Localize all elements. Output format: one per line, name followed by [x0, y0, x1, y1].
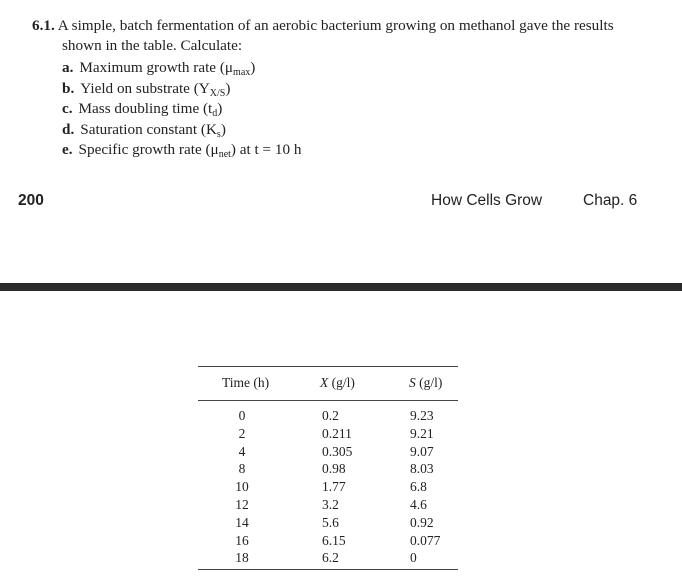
cell-s: 9.07 [410, 443, 434, 459]
cell-time: 8 [238, 461, 246, 477]
problem-number: 6.1. [32, 17, 55, 34]
problem-item [62, 120, 652, 141]
page-number: 200 [18, 192, 44, 209]
cell-time: 10 [235, 479, 249, 495]
table-bottom-rule [198, 569, 458, 570]
cell-s: 0 [410, 550, 417, 566]
column-header-x: X (g/l) [320, 375, 355, 390]
data-table [198, 366, 458, 570]
cell-s: 8.03 [410, 461, 434, 477]
cell-time: 14 [235, 514, 249, 530]
cell-x: 0.2 [322, 408, 339, 423]
problem-text-line1: A simple, batch fermentation of an aerobic bacterium growing on methanol gave the results [57, 17, 614, 34]
cell-time: 4 [238, 443, 246, 459]
page-divider [0, 283, 682, 291]
cell-x: 0.305 [322, 443, 353, 459]
cell-time: 16 [235, 532, 249, 548]
problem-statement [32, 16, 652, 161]
problem-item-subscript: max [233, 67, 251, 78]
problem-item-text: Yield on substrate (Y [80, 79, 210, 97]
problem-item [62, 140, 652, 161]
problem-item-text: Maximum growth rate (μ [79, 59, 234, 76]
problem-item-label: d. [62, 120, 75, 138]
problem-item [62, 99, 652, 120]
problem-item-tail: ) at t = 10 h [230, 141, 302, 158]
problem-item [62, 58, 652, 79]
cell-s: 9.21 [410, 425, 434, 441]
problem-item-subscript: net [218, 149, 231, 160]
problem-item-subscript: s [216, 128, 221, 140]
problem-item [62, 79, 652, 100]
cell-s: 0.92 [410, 514, 434, 530]
cell-time: 12 [235, 497, 249, 512]
cell-s: 4.6 [410, 497, 427, 512]
problem-item-text: Mass doubling time (t [78, 100, 213, 117]
problem-items-list [32, 58, 652, 161]
problem-text-line2: shown in the table. Calculate: [62, 37, 243, 54]
cell-time: 2 [238, 425, 246, 441]
cell-s: 9.23 [410, 408, 434, 423]
table-top-rule [198, 366, 458, 367]
chapter-title: How Cells Grow [431, 192, 543, 209]
problem-item-subscript: d [212, 108, 218, 119]
problem-intro [32, 16, 652, 36]
cell-s: 6.8 [410, 479, 427, 495]
problem-item-text: Specific growth rate (μ [78, 141, 219, 158]
column-header-s: S (g/l) [409, 375, 443, 390]
problem-item-tail: ) [220, 120, 226, 138]
column-header-time: Time (h) [222, 375, 270, 390]
problem-item-tail: ) [225, 79, 231, 97]
cell-x: 0.98 [322, 461, 346, 477]
problem-item-tail: ) [250, 59, 256, 76]
cell-s: 0.077 [410, 532, 441, 548]
cell-x: 6.15 [322, 532, 346, 548]
cell-time: 0 [238, 408, 246, 423]
table-header-rule [198, 400, 458, 401]
chapter-label: Chap. 6 [583, 192, 638, 209]
cell-time: 18 [235, 550, 249, 566]
problem-item-label: c. [62, 100, 73, 117]
cell-x: 3.2 [322, 497, 339, 512]
problem-item-label: b. [62, 79, 75, 97]
problem-item-label: e. [62, 141, 73, 158]
cell-x: 1.77 [322, 479, 346, 495]
cell-x: 0.211 [322, 425, 352, 441]
problem-item-tail: ) [217, 100, 223, 117]
problem-item-label: a. [62, 59, 74, 76]
problem-item-text: Saturation constant (K [80, 120, 217, 138]
cell-x: 6.2 [322, 550, 339, 566]
problem-item-subscript: X/S [209, 87, 226, 99]
cell-x: 5.6 [322, 514, 339, 530]
